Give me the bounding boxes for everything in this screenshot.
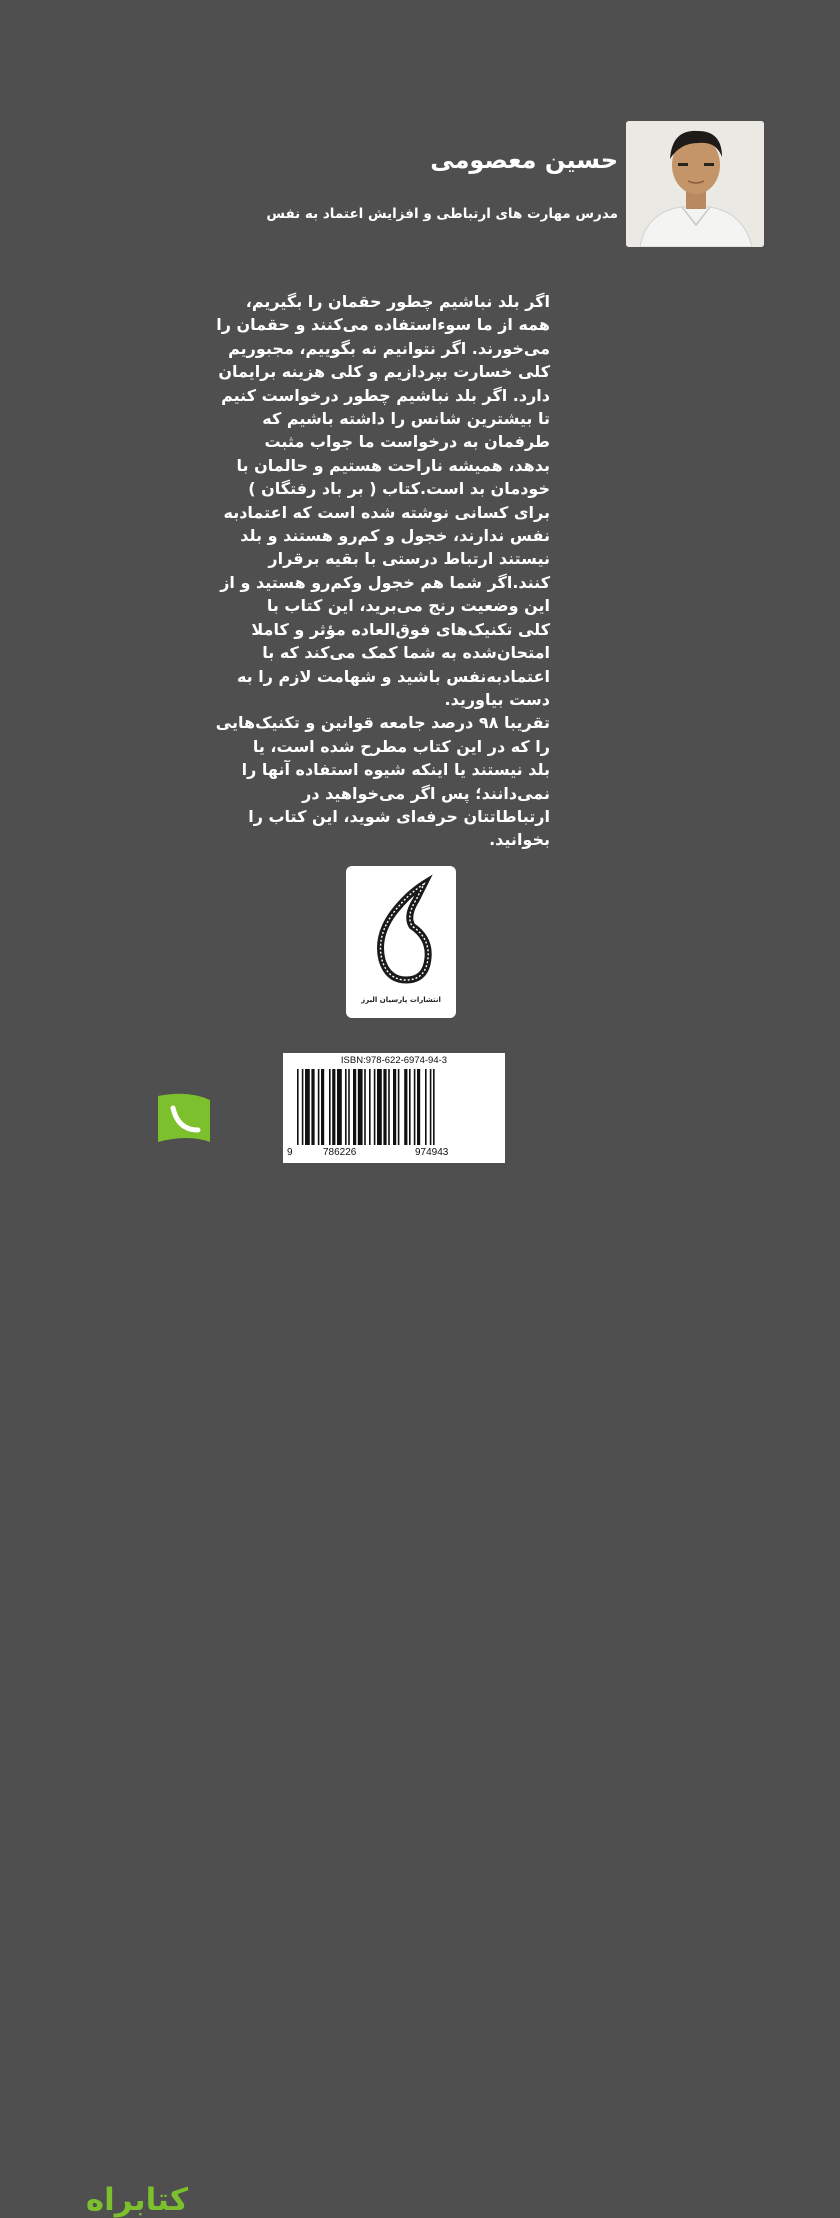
body-line: همه از ما سوءاستفاده می‌کنند و حقمان را: [216, 315, 550, 335]
book-icon: [158, 1094, 210, 1142]
body-line: اعتمادبه‌نفس باشید و شهامت لازم را به: [236, 666, 550, 686]
body-line: نمی‌دانند؛ پس اگر می‌خواهید در: [302, 783, 550, 803]
body-line: کنند.اگر شما هم خجول وکم‌رو هستید و از: [220, 572, 550, 592]
body-line: خودمان بد است.کتاب ( بر باد رفتگان ): [248, 479, 550, 499]
body-line: نفس ندارند، خجول و کم‌رو هستند و بلد: [240, 526, 550, 546]
body-line: بدهد، همیشه ناراحت هستیم و حالمان با: [236, 455, 550, 475]
barcode-digits-left: 786226: [323, 1147, 357, 1158]
author-name: حسین معصومی: [430, 146, 618, 174]
site-name: کتابراه: [85, 2182, 188, 2218]
author-photo: [626, 121, 764, 247]
body-line: دست بیاورید.: [444, 689, 550, 709]
book-description: [160, 290, 550, 852]
publisher-name: انتشارات پارسیان البرز: [361, 996, 441, 1004]
body-line: می‌خورند. اگر نتوانیم نه بگوییم، مجبوریم: [228, 338, 550, 358]
author-title: مدرس مهارت های ارتباطی و افزایش اعتماد به نفس: [266, 206, 618, 222]
body-line: بلد نیستند یا اینکه شیوه استفاده آنها را: [241, 760, 550, 780]
body-line: طرفمان به درخواست ما جواب مثبت: [264, 432, 550, 452]
barcode-bars: [283, 1053, 505, 1163]
body-line: ارتباطاتتان حرفه‌ای شوید، این کتاب را: [248, 806, 550, 826]
site-logo: [38, 1086, 228, 2218]
barcode-digit-first: 9: [287, 1147, 293, 1158]
body-line: دارد. اگر بلد نباشیم چطور درخواست کنیم: [221, 385, 550, 405]
body-line: اگر بلد نباشیم چطور حقمان را بگیریم،: [245, 292, 550, 311]
body-line: نیستند ارتباط درستی با بقیه برقرار: [268, 549, 550, 569]
body-line: کلی تکنیک‌های فوق‌العاده مؤثر و کاملا: [251, 619, 550, 639]
body-line: کلی خسارت بپردازیم و کلی هزینه برایمان: [218, 362, 550, 382]
barcode: [283, 1053, 505, 1163]
body-line: برای کسانی نوشته شده است که اعتمادبه: [223, 502, 550, 522]
body-line: امتحان‌شده به شما کمک می‌کند که با: [262, 643, 550, 663]
barcode-digits-right: 974943: [415, 1147, 449, 1158]
isbn-text: ISBN:978-622-6974-94-3: [340, 1055, 448, 1066]
body-line: را که در این کتاب مطرح شده است، یا: [252, 736, 550, 756]
body-line: تقریبا ۹۸ درصد جامعه قوانین و تکنیک‌هایی: [215, 713, 550, 733]
body-line: این وضعیت رنج می‌برید، این کتاب با: [266, 596, 550, 616]
body-line: بخوانید.: [489, 830, 550, 850]
body-line: تا بیشترین شانس را داشته باشیم که: [262, 409, 550, 429]
